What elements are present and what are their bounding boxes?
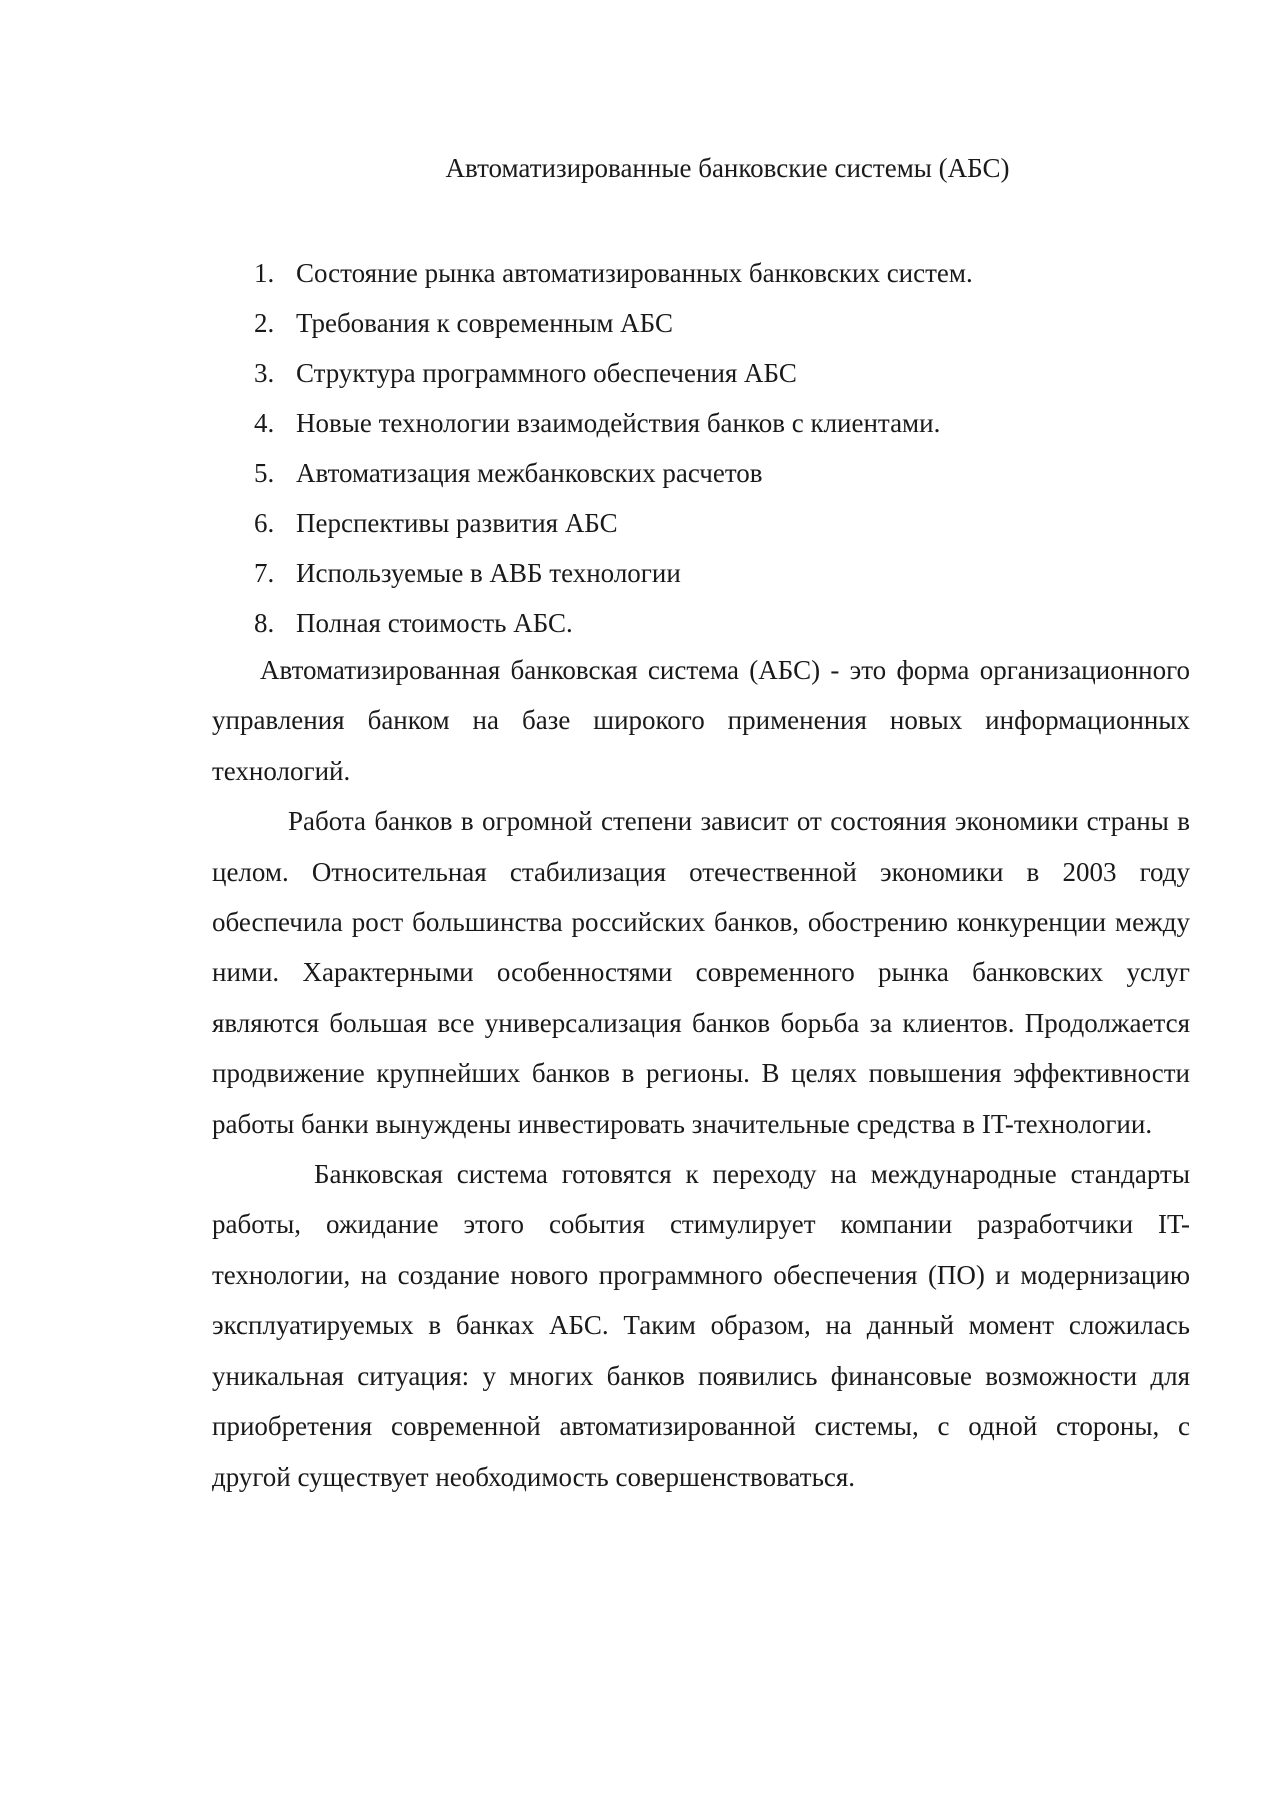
toc-item-number: 2. [254, 308, 275, 338]
document-body [212, 645, 1190, 1502]
paragraph-standards: Банковская система готовятся к переходу на международные стандарты работы, ожидание этого события стимулирует компании разработчики IT-технологии, на создание нового программного обеспечения (ПО) и модернизацию эксплуатируемых в банках АБС. Таким образом, на данный момент сложилась уникальная ситуация: у многих банков появились финансовые возможности для приобретения современной автоматизированной системы, с одной стороны, с другой существует необходимость совершенствоваться. [212, 1159, 1190, 1492]
toc-item-text: Структура программного обеспечения АБС [296, 358, 797, 388]
toc-item-text: Автоматизация межбанковских расчетов [296, 458, 763, 488]
toc-item-text: Требования к современным АБС [296, 308, 673, 338]
toc-item-number: 5. [254, 458, 275, 488]
toc-item-2 [254, 298, 1154, 348]
toc-item-text: Полная стоимость АБС. [296, 608, 573, 638]
toc-item-text: Новые технологии взаимодействия банков с клиентами. [296, 408, 941, 438]
paragraph-definition: Автоматизированная банковская система (АБС) - это форма организационного управления банком на базе широкого применения новых информационных технологий. [212, 655, 1190, 786]
toc-item-1 [254, 248, 1154, 298]
toc-item-text: Используемые в АВБ технологии [296, 558, 681, 588]
paragraph-market: Работа банков в огромной степени зависит от состояния экономики страны в целом. Относительная стабилизация отечественной экономики в 2003 году обеспечила рост большинства российских банков, обострению конкуренции между ними. Характерными особенностями современного рынка банковских услуг являются большая все универсализация банков борьба за клиентов. Продолжается продвижение крупнейших банков в регионы. В целях повышения эффективности работы банки вынуждены инвестировать значительные средства в IT-технологии. [212, 806, 1190, 1139]
toc-item-6 [254, 498, 1154, 548]
toc-item-4 [254, 398, 1154, 448]
toc-item-5 [254, 448, 1154, 498]
toc-item-3 [254, 348, 1154, 398]
toc-item-number: 7. [254, 558, 275, 588]
toc-item-text: Состояние рынка автоматизированных банковских систем. [296, 258, 973, 288]
toc-item-number: 4. [254, 408, 275, 438]
toc-item-number: 8. [254, 608, 275, 638]
toc-item-8 [254, 598, 1154, 648]
table-of-contents [254, 248, 1154, 648]
toc-item-number: 6. [254, 508, 275, 538]
document-title: Автоматизированные банковские системы (АБС) [445, 153, 1010, 183]
toc-item-number: 1. [254, 258, 275, 288]
toc-item-7 [254, 548, 1154, 598]
toc-item-number: 3. [254, 358, 275, 388]
toc-item-text: Перспективы развития АБС [296, 508, 618, 538]
